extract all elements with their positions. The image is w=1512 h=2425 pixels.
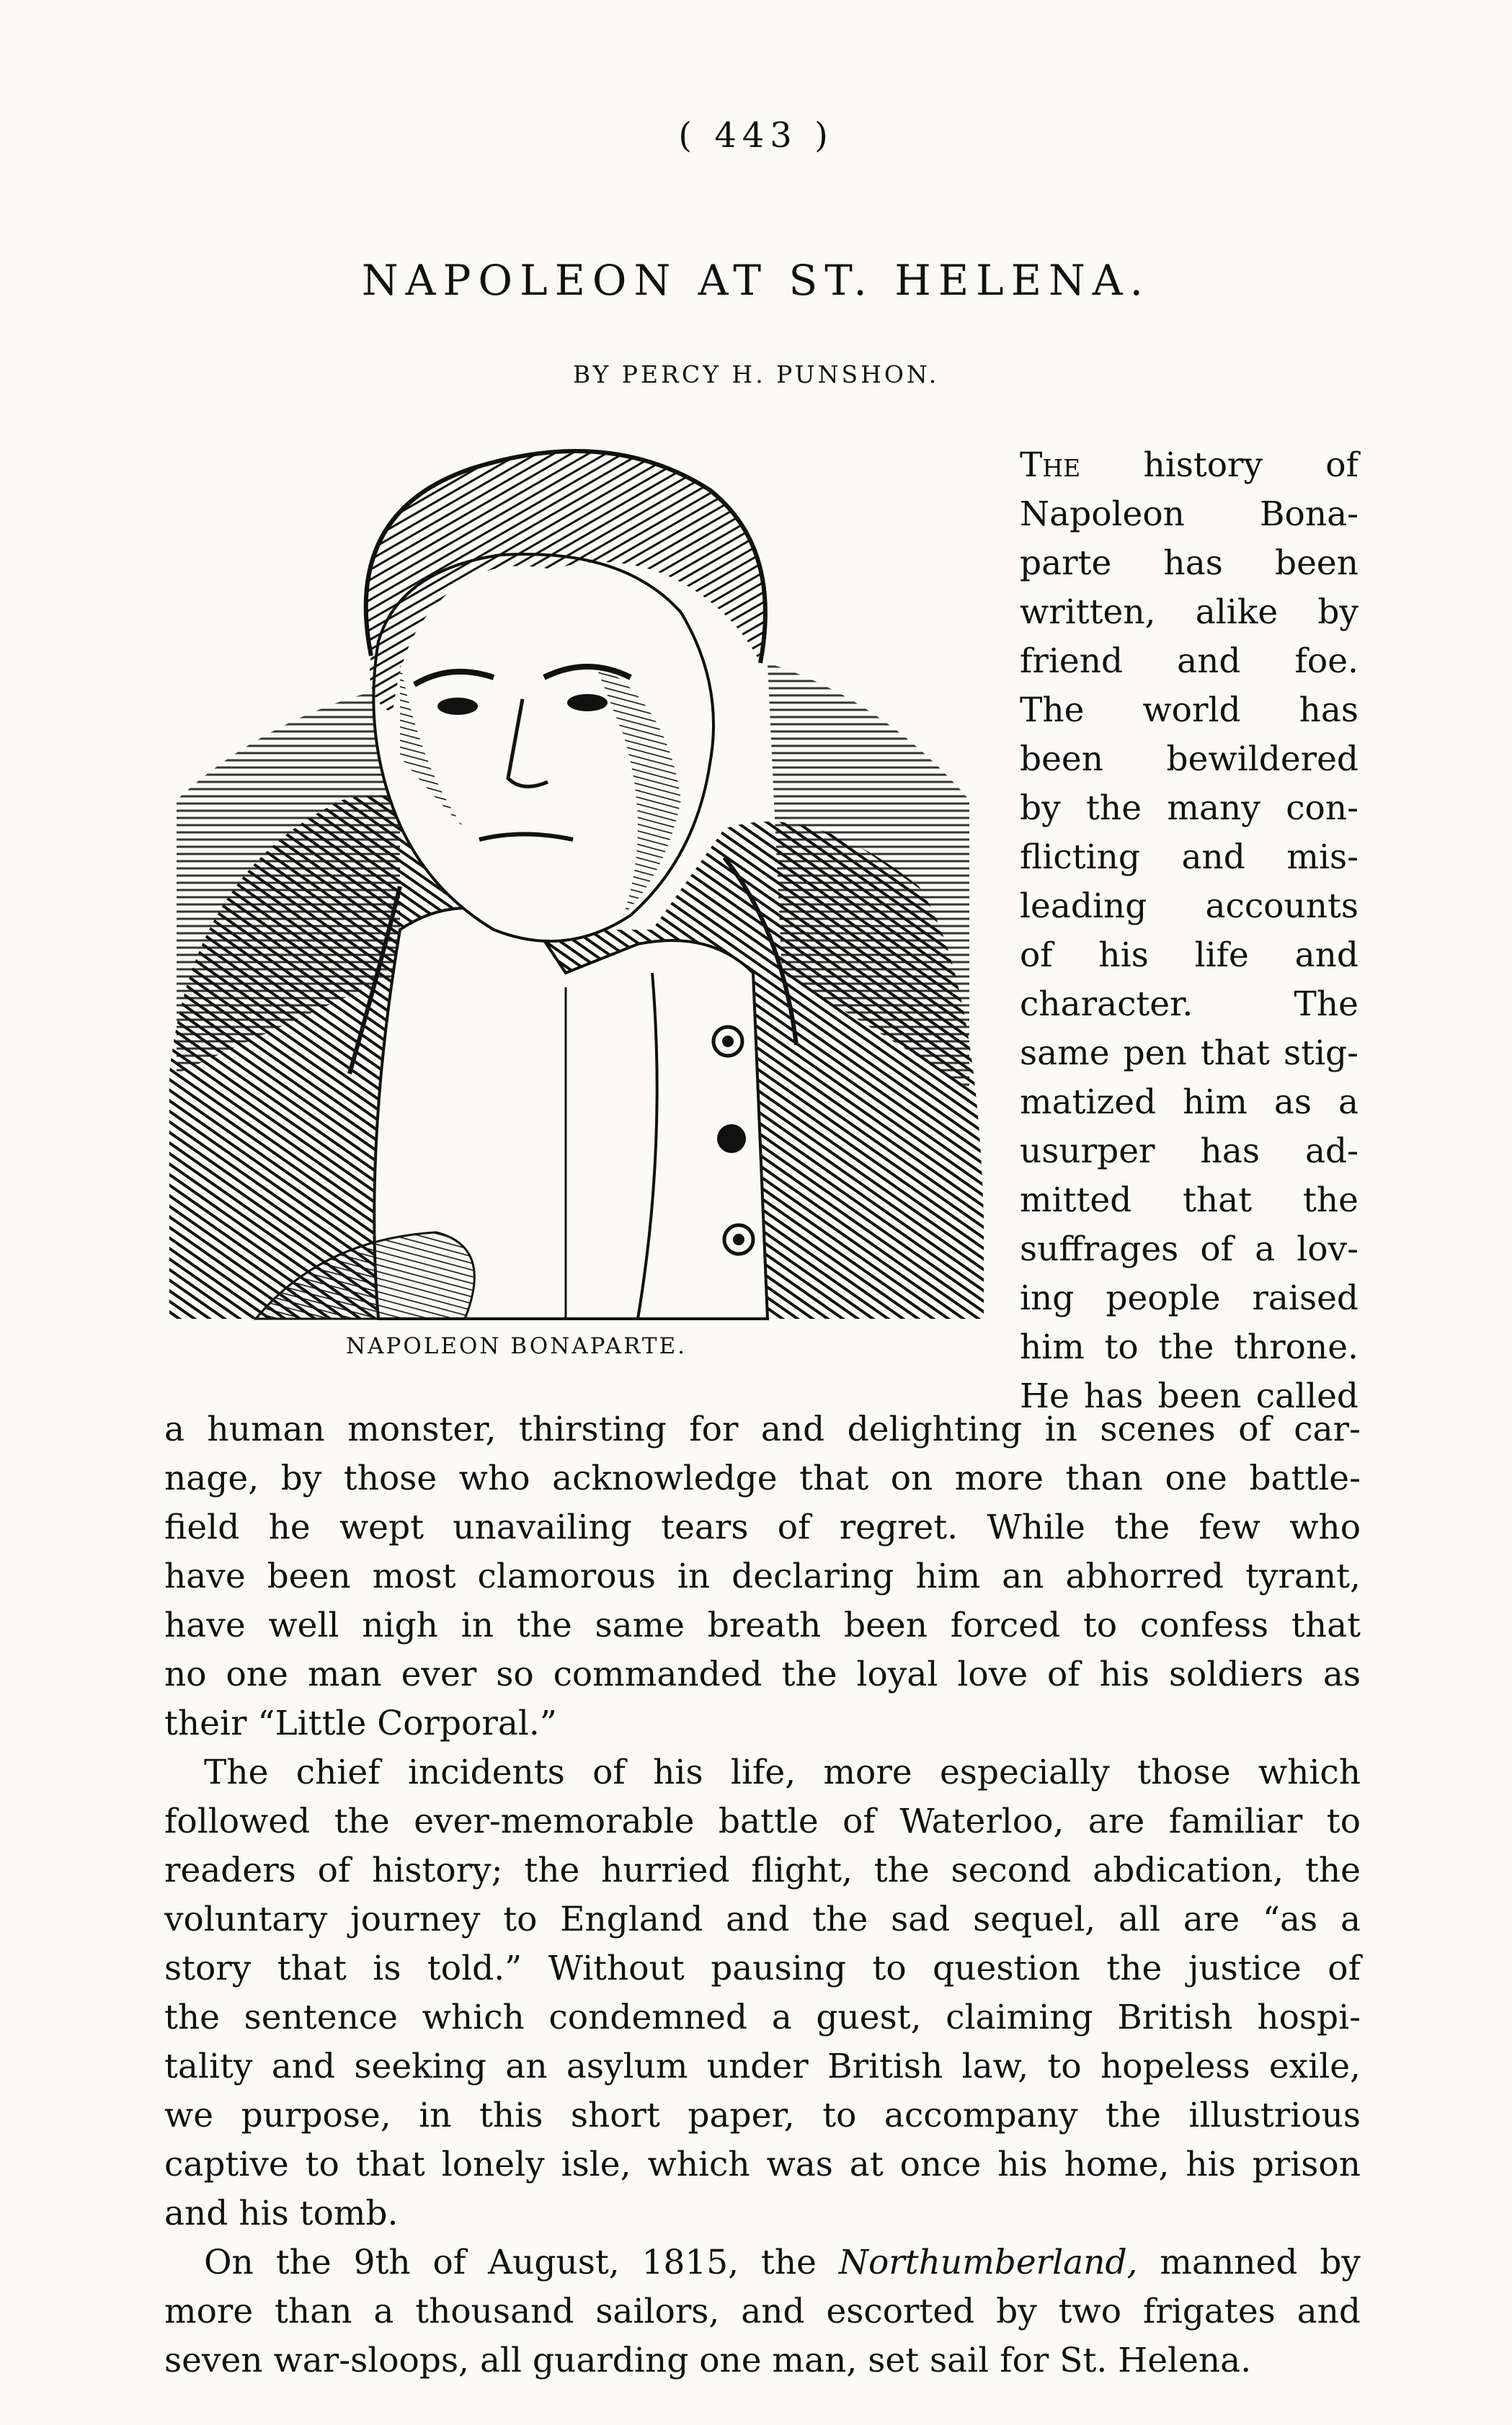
text-line: matized him as a xyxy=(1020,1082,1358,1122)
text-line: seven war-sloops, all guarding one man, set sail for St. Helena. xyxy=(164,2341,1252,2380)
napoleon-portrait-engraving xyxy=(162,425,995,1340)
text-line: suffrages of a lov- xyxy=(1020,1229,1358,1269)
text-fragment: manned by xyxy=(1137,2243,1361,2282)
text-fragment: On the 9th of August, 1815, the xyxy=(204,2243,839,2282)
text-line: and his tomb. xyxy=(164,2194,399,2233)
text-line: He has been called xyxy=(1020,1376,1358,1416)
text-line: tality and seeking an asylum under British law, to hopeless exile, xyxy=(164,2047,1361,2086)
text-line: have been most clamorous in declaring him an abhorred tyrant, xyxy=(164,1557,1361,1596)
drop-word: The xyxy=(1020,445,1081,485)
text-line: readers of history; the hurried flight, the second abdication, the xyxy=(164,1851,1361,1890)
text-line: more than a thousand sailors, and escorted by two frigates and xyxy=(164,2292,1361,2331)
text-line: usurper has ad- xyxy=(1020,1131,1358,1171)
text-line: leading accounts xyxy=(1020,886,1358,926)
text-line: character. The xyxy=(1020,984,1358,1024)
text-line: The world has xyxy=(1020,690,1358,730)
text-line: flicting and mis- xyxy=(1020,837,1358,877)
article-title: NAPOLEON AT ST. HELENA. xyxy=(361,256,1151,305)
page-number: ( 443 ) xyxy=(678,115,834,156)
text-line: written, alike by xyxy=(1020,592,1358,632)
text-line: of his life and xyxy=(1020,935,1358,975)
text-line: same pen that stig- xyxy=(1020,1033,1358,1073)
text-line: we purpose, in this short paper, to accompany the illustrious xyxy=(164,2096,1361,2135)
article-byline: BY PERCY H. PUNSHON. xyxy=(572,360,940,388)
text-line: mitted that the xyxy=(1020,1180,1358,1220)
text-line xyxy=(1020,441,1358,490)
text-line: Napoleon Bona- xyxy=(1020,494,1358,534)
text-line-content: history of xyxy=(1143,445,1358,485)
text-line: ing people raised xyxy=(1020,1278,1358,1318)
text-line: have well nigh in the same breath been forced to confess that xyxy=(164,1606,1361,1645)
wrapped-text-column xyxy=(1020,441,1358,1421)
text-line: field he wept unavailing tears of regret. While the few who xyxy=(164,1508,1361,1547)
text-line: their “Little Corporal.” xyxy=(164,1704,557,1743)
illustration-caption: NAPOLEON BONAPARTE. xyxy=(346,1333,688,1359)
ship-name: Northumberland, xyxy=(838,2243,1138,2282)
text-line: captive to that lonely isle, which was at once his home, his prison xyxy=(164,2145,1361,2184)
text-line: followed the ever-memorable battle of Waterloo, are familiar to xyxy=(164,1802,1361,1841)
text-line: story that is told.” Without pausing to question the justice of xyxy=(164,1949,1361,1988)
text-line: voluntary journey to England and the sad sequel, all are “as a xyxy=(164,1900,1361,1939)
text-line: no one man ever so commanded the loyal love of his soldiers as xyxy=(164,1655,1361,1694)
paragraph-start-line: The chief incidents of his life, more especially those which xyxy=(204,1753,1361,1792)
text-line: friend and foe. xyxy=(1020,641,1358,681)
body-text-column xyxy=(164,1405,1361,2385)
paragraph-start-line xyxy=(164,2238,1361,2287)
text-line: a human monster, thirsting for and delighting in scenes of car- xyxy=(164,1410,1361,1449)
text-line: been bewildered xyxy=(1020,739,1358,779)
text-line: nage, by those who acknowledge that on more than one battle- xyxy=(164,1459,1361,1498)
text-line: by the many con- xyxy=(1020,788,1358,828)
text-line: parte has been xyxy=(1020,543,1358,583)
text-line: the sentence which condemned a guest, claiming British hospi- xyxy=(164,1998,1361,2037)
text-line: him to the throne. xyxy=(1020,1327,1358,1367)
